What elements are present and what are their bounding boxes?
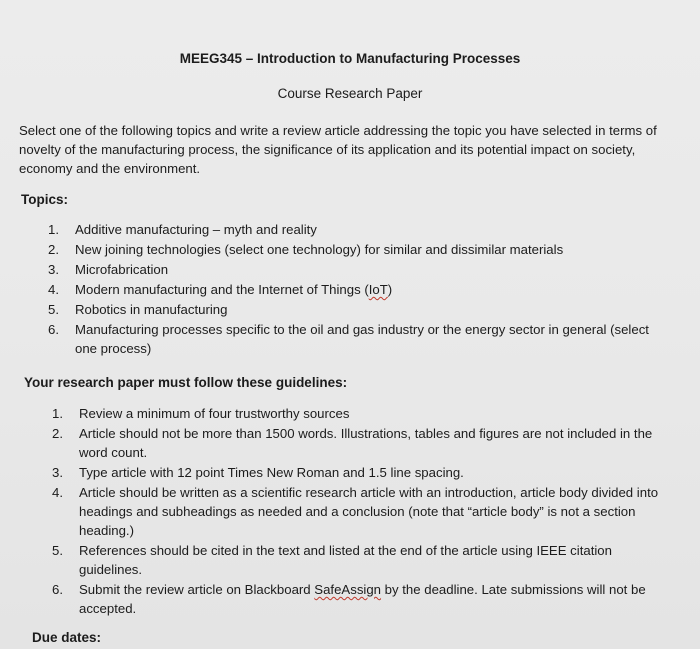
guideline-item	[52, 463, 677, 482]
topic-item-text: Modern manufacturing and the Internet of Things (	[75, 282, 369, 297]
topic-item-text: Microfabrication	[75, 262, 169, 277]
topic-item-text: Robotics in manufacturing	[75, 302, 228, 317]
guideline-item-text: References should be cited in the text and listed at the end of the article using IEEE citation guidelines.	[79, 543, 612, 577]
topic-item-number: 4.	[48, 282, 59, 297]
topic-item-text: Manufacturing processes specific to the oil and gas industry or the energy sector in general (select one process)	[75, 322, 649, 356]
topic-item	[48, 220, 668, 239]
topic-item-number: 6.	[48, 322, 59, 337]
guidelines-list	[52, 404, 677, 619]
guideline-item-text: Submit the review article on Blackboard	[79, 582, 315, 597]
topic-item	[48, 280, 668, 299]
guideline-item-text: Article should not be more than 1500 words. Illustrations, tables and figures are not included in the word count.	[79, 426, 653, 460]
guideline-item-number: 2.	[52, 426, 63, 441]
guideline-item-text: Review a minimum of four trustworthy sources	[79, 406, 350, 421]
guideline-item-number: 6.	[52, 582, 63, 597]
guideline-item	[52, 404, 677, 423]
intro-paragraph: Select one of the following topics and write a review article addressing the topic you have selected in terms of novelty of the manufacturing process, the significance of its application and its potential impact on society, economy and the environment.	[19, 123, 657, 176]
guideline-item-number: 5.	[52, 543, 63, 558]
topic-item	[48, 260, 668, 279]
topic-item	[48, 300, 668, 319]
document-title: MEEG345 – Introduction to Manufacturing Processes	[179, 51, 521, 66]
topic-item	[48, 240, 668, 259]
guidelines-heading: Your research paper must follow these guidelines:	[24, 375, 348, 390]
guideline-item	[52, 541, 677, 579]
topic-item-text: Additive manufacturing – myth and reality	[75, 222, 317, 237]
document-subtitle: Course Research Paper	[277, 86, 423, 101]
topic-item-text: New joining technologies (select one technology) for similar and dissimilar materials	[75, 242, 564, 257]
topic-item	[48, 320, 668, 358]
topic-item-number: 2.	[48, 242, 59, 257]
topic-item-number: 3.	[48, 262, 59, 277]
guideline-item-number: 1.	[52, 406, 63, 421]
guideline-item-number: 4.	[52, 485, 63, 500]
spellcheck-flagged-word: SafeAssign	[314, 582, 382, 597]
guideline-item-text: Article should be written as a scientific research article with an introduction, article body divided into headings and subheadings as needed and a conclusion (note that “article body” is not a section heading.)	[79, 485, 659, 538]
guideline-item	[52, 424, 677, 462]
guideline-item-text-end: by the deadline. Late submissions will not be accepted.	[79, 582, 646, 616]
spellcheck-flagged-word: IoT	[368, 282, 388, 297]
guideline-item	[52, 580, 677, 618]
topics-list	[48, 220, 668, 359]
topics-heading: Topics:	[21, 192, 68, 207]
guideline-item-number: 3.	[52, 465, 63, 480]
due-dates-heading: Due dates:	[32, 630, 102, 645]
guideline-item-text: Type article with 12 point Times New Roman and 1.5 line spacing.	[79, 465, 464, 480]
guideline-item	[52, 483, 677, 540]
topic-item-number: 5.	[48, 302, 59, 317]
topic-item-number: 1.	[48, 222, 59, 237]
topic-item-text-end: )	[387, 282, 393, 297]
